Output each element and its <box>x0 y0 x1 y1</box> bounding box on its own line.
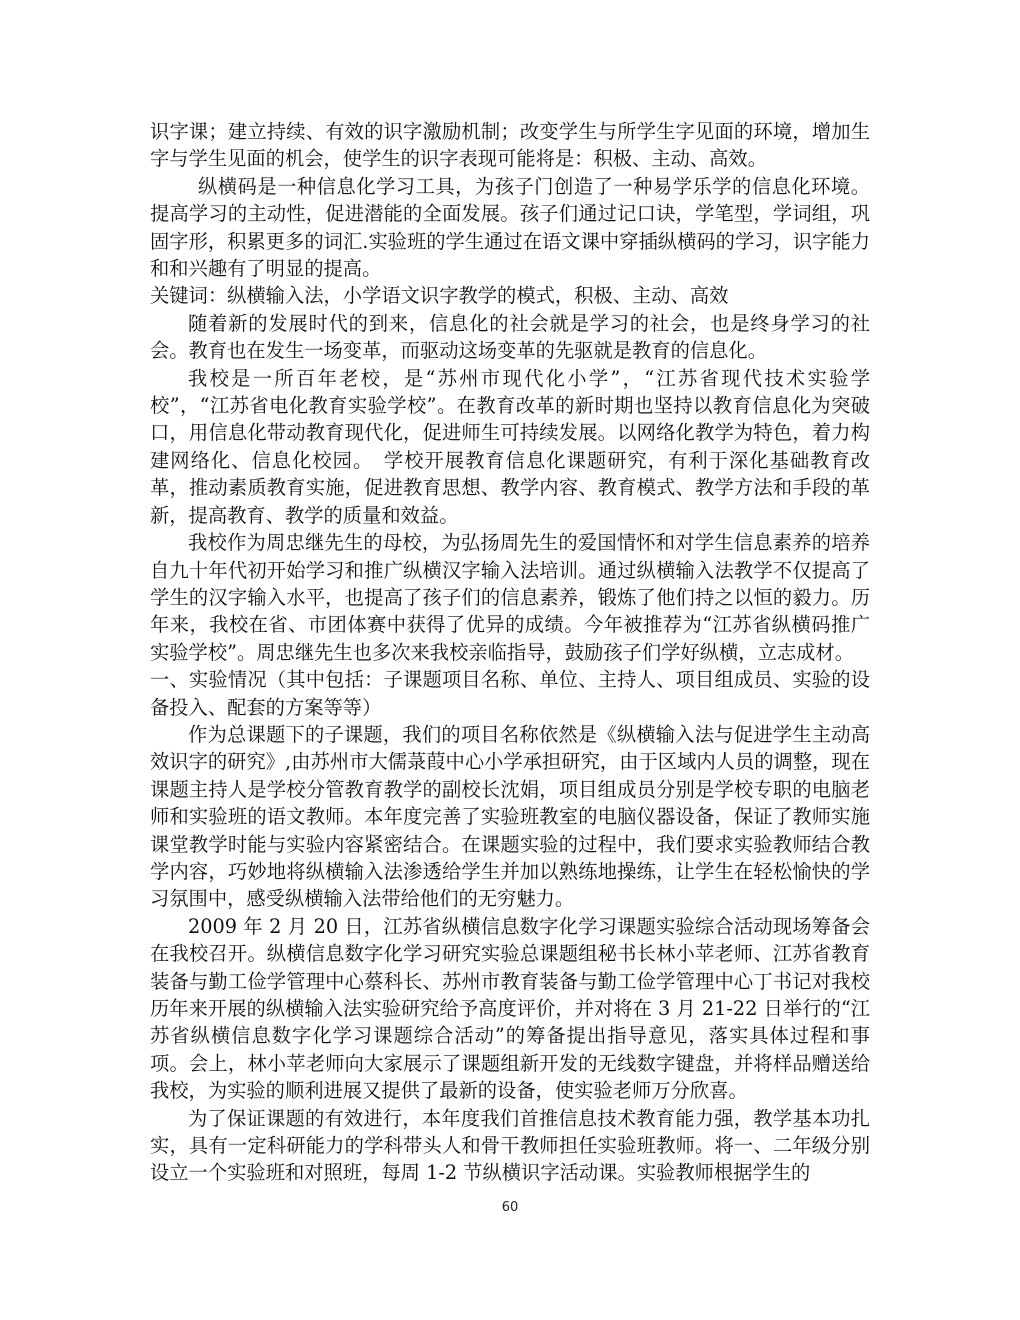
paragraph-3: 随着新的发展时代的到来，信息化的社会就是学习的社会，也是终身学习的社会。教育也在发生一场变革，而驱动这场变革的先驱就是教育的信息化。 <box>150 311 870 363</box>
paragraph-2: 纵横码是一种信息化学习工具，为孩子门创造了一种易学乐学的信息化环境。提高学习的主动性，促进潜能的全面发展。孩子们通过记口诀，学笔型，学词组，巩固字形，积累更多的词汇.实验班的学生通过在语文课中穿插纵横码的学习，识字能力和和兴趣有了明显的提高。 <box>150 174 870 281</box>
document-page <box>150 118 870 1187</box>
paragraph-5: 我校作为周忠继先生的母校，为弘扬周先生的爱国情怀和对学生信息素养的培养自九十年代初开始学习和推广纵横汉字输入法培训。通过纵横输入法教学不仅提高了学生的汉字输入水平，也提高了孩子们的信息素养，锻炼了他们持之以恒的毅力。历年来，我校在省、市团体赛中获得了优异的成绩。今年被推荐为“江苏省纵横码推广实验学校”。周忠继先生也多次来我校亲临指导，鼓励孩子们学好纵横，立志成材。 <box>150 531 870 664</box>
keywords-line: 关键词：纵横输入法，小学语文识字教学的模式，积极、主动、高效 <box>150 284 729 308</box>
paragraph-8: 为了保证课题的有效进行，本年度我们首推信息技术教育能力强，教学基本功扎实，具有一定科研能力的学科带头人和骨干教师担任实验班教师。将一、二年级分别设立一个实验班和对照班，每周 1-2 节纵横识字活动课。实验教师根据学生的 <box>150 1106 870 1185</box>
paragraph-6: 作为总课题下的子课题，我们的项目名称依然是《纵横输入法与促进学生主动高效识字的研究》,由苏州市大儒菉葭中心小学承担研究，由于区域内人员的调整，现在课题主持人是学校分管教育教学的副校长沈娟，项目组成员分别是学校专职的电脑老师和实验班的语文教师。本年度完善了实验班教室的电脑仪器设备，保证了教师实施课堂教学时能与实验内容紧密结合。在课题实验的过程中，我们要求实验教师结合教学内容，巧妙地将纵横输入法渗透给学生并加以熟练地操练，让学生在轻松愉快的学习氛围中，感受纵横输入法带给他们的无穷魅力。 <box>150 722 870 911</box>
paragraph-4: 我校是一所百年老校，是“苏州市现代化小学”，“江苏省现代技术实验学校”，“江苏省电化教育实验学校”。在教育改革的新时期也坚持以教育信息化为突破口，用信息化带动教育现代化，促进师生可持续发展。以网络化教学为特色，着力构建网络化、信息化校园。 学校开展教育信息化课题研究，有利于深化基础教育改革，推动素质教育实施，促进教育思想、教学内容、教育模式、教学方法和手段的革新，提高教育、教学的质量和效益。 <box>150 366 870 527</box>
paragraph-7: 2009 年 2 月 20 日，江苏省纵横信息数字化学习课题实验综合活动现场筹备会在我校召开。纵横信息数字化学习研究实验总课题组秘书长林小苹老师、江苏省教育装备与勤工俭学管理中心蔡科长、苏州市教育装备与勤工俭学管理中心丁书记对我校历年来开展的纵横输入法实验研究给予高度评价，并对将在 3 月 21-22 日举行的“江苏省纵横信息数字化学习课题综合活动”的筹备提出指导意见，落实具体过程和事项。会上，林小苹老师向大家展示了课题组新开发的无线数字键盘，并将样品赠送给我校，为实验的顺利进展又提供了最新的设备，使实验老师万分欣喜。 <box>150 914 870 1103</box>
page-number: 60 <box>501 1200 519 1215</box>
paragraph-1: 识字课；建立持续、有效的识字激励机制；改变学生与所学生字见面的环境，增加生字与学生见面的机会，使学生的识字表现可能将是：积极、主动、高效。 <box>150 120 870 171</box>
section-heading: 一、实验情况（其中包括：子课题项目名称、单位、主持人、项目组成员、实验的设备投入、配套的方案等等） <box>150 668 870 719</box>
